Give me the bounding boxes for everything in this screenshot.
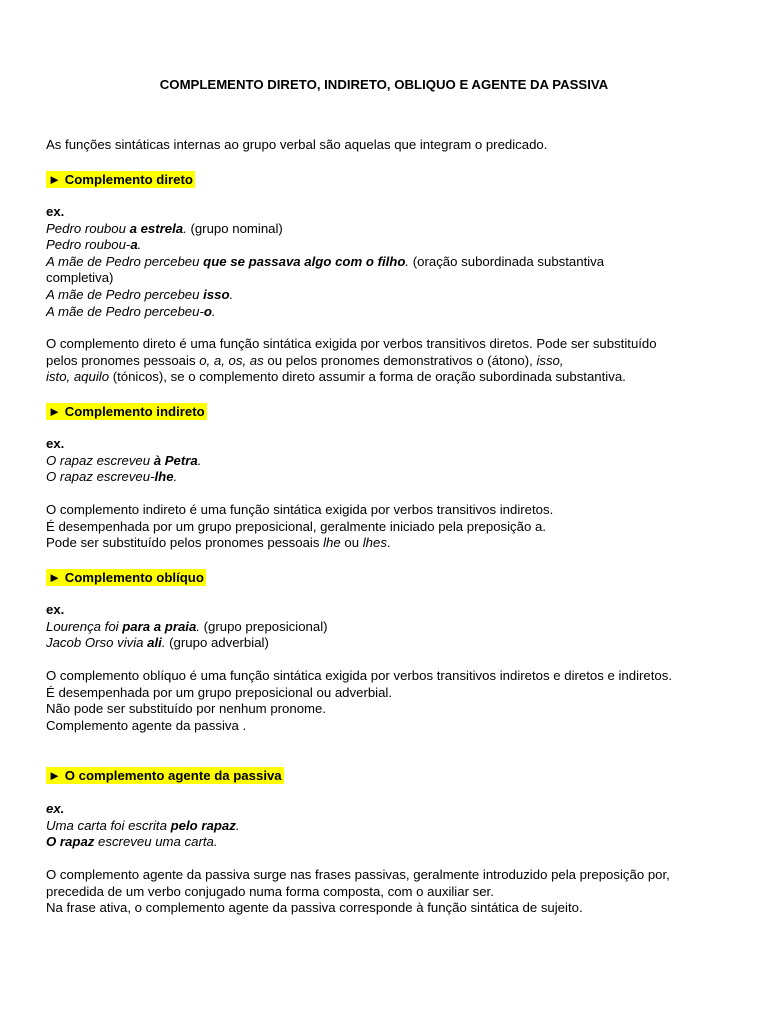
paragraph-line: precedida de um verbo conjugado numa forma composta, com o auxiliar ser. <box>46 883 494 899</box>
paragraph-line: isto, aquilo (tónicos), se o complemento direto assumir a forma de oração subordinada substantiva. <box>46 369 626 385</box>
examples-obliquo <box>46 602 736 652</box>
heading-complemento-indireto: ► Complemento indireto <box>48 404 205 419</box>
example-line: A mãe de Pedro percebeu que se passava algo com o filho. (oração subordinada substantiva <box>46 253 605 269</box>
ex-label: ex. <box>46 204 65 219</box>
section-agente-passiva <box>46 767 736 785</box>
section-obliquo <box>46 569 736 587</box>
section-direto <box>46 171 736 189</box>
section-indireto <box>46 403 736 421</box>
example-line: O rapaz escreveu-lhe. <box>46 469 178 485</box>
paragraph-line: O complemento oblíquo é uma função sintática exigida por verbos transitivos indiretos e diretos e indiretos. <box>46 668 673 683</box>
example-line: O rapaz escreveu à Petra. <box>46 452 202 468</box>
paragraph-line: pelos pronomes pessoais o, a, os, as ou pelos pronomes demonstrativos o (átono), isso, <box>46 352 564 368</box>
explanation-direto <box>46 336 736 386</box>
paragraph-line: O complemento indireto é uma função sintática exigida por verbos transitivos indiretos. <box>46 502 554 517</box>
paragraph-line: É desempenhada por um grupo preposicional ou adverbial. <box>46 684 393 700</box>
heading-complemento-obliquo: ► Complemento oblíquo <box>48 570 204 585</box>
paragraph-line: Complemento agente da passiva . <box>46 717 247 733</box>
examples-direto <box>46 204 736 320</box>
example-line: Jacob Orso vivia ali. (grupo adverbial) <box>46 635 269 651</box>
heading-agente-passiva: ► O complemento agente da passiva <box>48 768 282 783</box>
paragraph-line: Não pode ser substituído por nenhum pronome. <box>46 701 327 717</box>
explanation-agente-passiva <box>46 867 736 917</box>
document-title: COMPLEMENTO DIRETO, INDIRETO, OBLIQUO E AGENTE DA PASSIVA <box>159 77 609 92</box>
explanation-obliquo <box>46 668 736 734</box>
example-line: A mãe de Pedro percebeu isso. <box>46 286 234 302</box>
example-line: A mãe de Pedro percebeu-o. <box>46 303 216 319</box>
paragraph-line: O complemento agente da passiva surge nas frases passivas, geralmente introduzido pela preposição por, <box>46 867 670 882</box>
paragraph-line: É desempenhada por um grupo preposicional, geralmente iniciado pela preposição a. <box>46 518 546 534</box>
example-line: Pedro roubou-a. <box>46 237 142 253</box>
heading-complemento-direto: ► Complemento direto <box>48 172 193 187</box>
examples-agente-passiva <box>46 801 736 851</box>
ex-label: ex. <box>46 436 65 451</box>
example-line: Pedro roubou a estrela. (grupo nominal) <box>46 220 283 236</box>
example-line: O rapaz escreveu uma carta. <box>46 834 218 850</box>
intro-paragraph <box>46 137 736 154</box>
example-line: Uma carta foi escrita pelo rapaz. <box>46 817 240 833</box>
paragraph-line: Pode ser substituído pelos pronomes pessoais lhe ou lhes. <box>46 535 391 551</box>
examples-indireto <box>46 436 736 486</box>
intro-text: As funções sintáticas internas ao grupo verbal são aquelas que integram o predicado. <box>46 137 548 152</box>
paragraph-line: Na frase ativa, o complemento agente da passiva corresponde à função sintática de sujeito. <box>46 900 583 916</box>
ex-label: ex. <box>46 801 65 816</box>
ex-label: ex. <box>46 602 65 617</box>
example-line: Lourença foi para a praia. (grupo preposicional) <box>46 618 328 634</box>
paragraph-line: O complemento direto é uma função sintática exigida por verbos transitivos diretos. Pode ser substituído <box>46 336 657 351</box>
example-line: completiva) <box>46 270 114 286</box>
explanation-indireto <box>46 502 736 552</box>
